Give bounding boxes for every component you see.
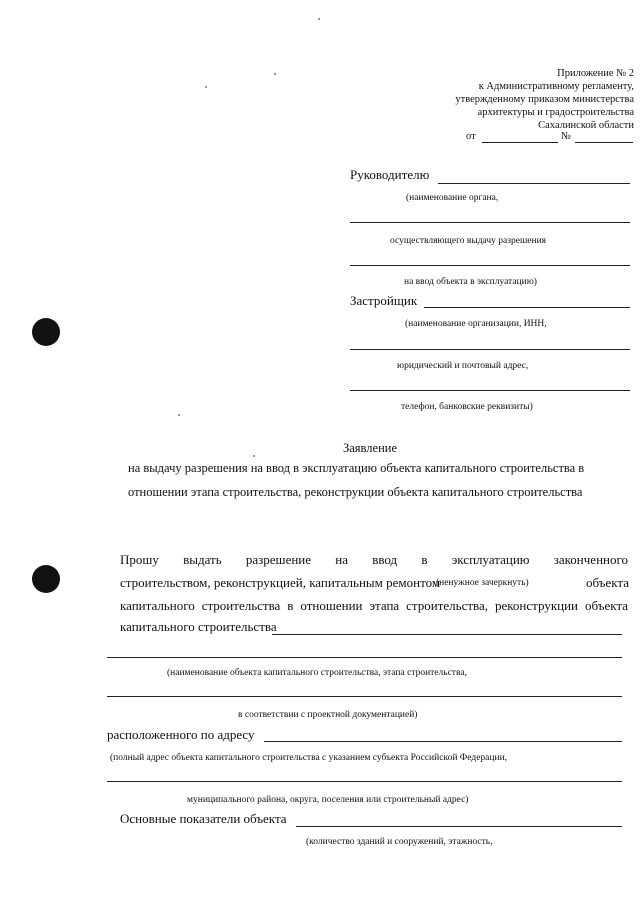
annex-date-prefix: от — [466, 131, 476, 142]
developer-caption-3: телефон, банковские реквизиты) — [401, 402, 533, 412]
annex-date-field[interactable] — [482, 142, 558, 143]
address-caption-1: (полный адрес объекта капитального строительства с указанием субъекта Российской Федерации, — [110, 753, 508, 763]
org-field-1[interactable] — [350, 222, 630, 223]
scan-speck — [253, 455, 255, 457]
address-caption-2: муниципального района, округа, поселения или строительный адрес) — [187, 795, 469, 805]
indicators-field[interactable] — [296, 826, 622, 827]
developer-caption-2: юридический и почтовый адрес, — [397, 361, 529, 371]
annex-regulation: к Административному регламенту, — [478, 81, 634, 92]
scan-speck — [205, 86, 207, 88]
document-heading: Заявление — [343, 441, 398, 455]
document-subtitle-1: на выдачу разрешения на ввод в эксплуатацию объекта капитального строительства в — [128, 461, 585, 475]
annex-order: утвержденному приказом министерства — [455, 94, 634, 105]
paragraph-line-3: капитального строительства в отношении этапа строительства, реконструкции объекта — [120, 598, 628, 613]
developer-label: Застройщик — [350, 293, 418, 308]
org-field-2[interactable] — [350, 265, 630, 266]
developer-field-2[interactable] — [350, 390, 630, 391]
object-caption-1: (наименование объекта капитального строительства, этапа строительства, — [167, 668, 467, 678]
paragraph-line-1: Прошу выдать разрешение на ввод в эксплуатацию законченного — [120, 552, 628, 567]
developer-caption-1: (наименование организации, ИНН, — [405, 319, 547, 329]
object-caption-2: в соответствии с проектной документацией) — [238, 710, 418, 720]
paragraph-line-2-note: (ненужное зачеркнуть) — [436, 578, 529, 588]
developer-field-1[interactable] — [350, 349, 630, 350]
org-caption-2: осуществляющего выдачу разрешения — [390, 236, 547, 246]
scan-speck — [274, 73, 276, 75]
scan-speck — [318, 18, 320, 20]
punch-hole-top — [32, 318, 60, 346]
address-label: расположенного по адресу — [107, 727, 255, 742]
indicators-caption: (количество зданий и сооружений, этажность, — [306, 837, 493, 847]
head-name-field[interactable] — [438, 183, 630, 184]
address-field-2[interactable] — [107, 781, 622, 782]
scan-speck — [178, 414, 180, 416]
org-caption-3: на ввод объекта в эксплуатацию) — [404, 277, 537, 287]
paragraph-line-2a: строительством, реконструкцией, капитальным ремонтом — [120, 575, 441, 590]
punch-hole-bottom — [32, 565, 60, 593]
annex-number-sign: № — [561, 131, 572, 142]
annex-number-field[interactable] — [575, 142, 633, 143]
paragraph-line-2b: объекта — [586, 575, 630, 590]
indicators-label: Основные показатели объекта — [120, 811, 287, 826]
annex-ministry: архитектуры и градостроительства — [477, 107, 634, 118]
annex-region: Сахалинской области — [538, 120, 634, 131]
object-name-field-3[interactable] — [107, 696, 622, 697]
address-field-1[interactable] — [264, 741, 622, 742]
paragraph-line-4: капитального строительства — [120, 619, 277, 634]
object-name-field-1[interactable] — [272, 634, 622, 635]
annex-number: Приложение № 2 — [557, 68, 634, 79]
developer-name-field[interactable] — [424, 307, 630, 308]
org-caption-1: (наименование органа, — [406, 193, 499, 203]
object-name-field-2[interactable] — [107, 657, 622, 658]
head-label: Руководителю — [350, 167, 430, 182]
document-subtitle-2: отношении этапа строительства, реконструкции объекта капитального строительства — [128, 485, 583, 499]
